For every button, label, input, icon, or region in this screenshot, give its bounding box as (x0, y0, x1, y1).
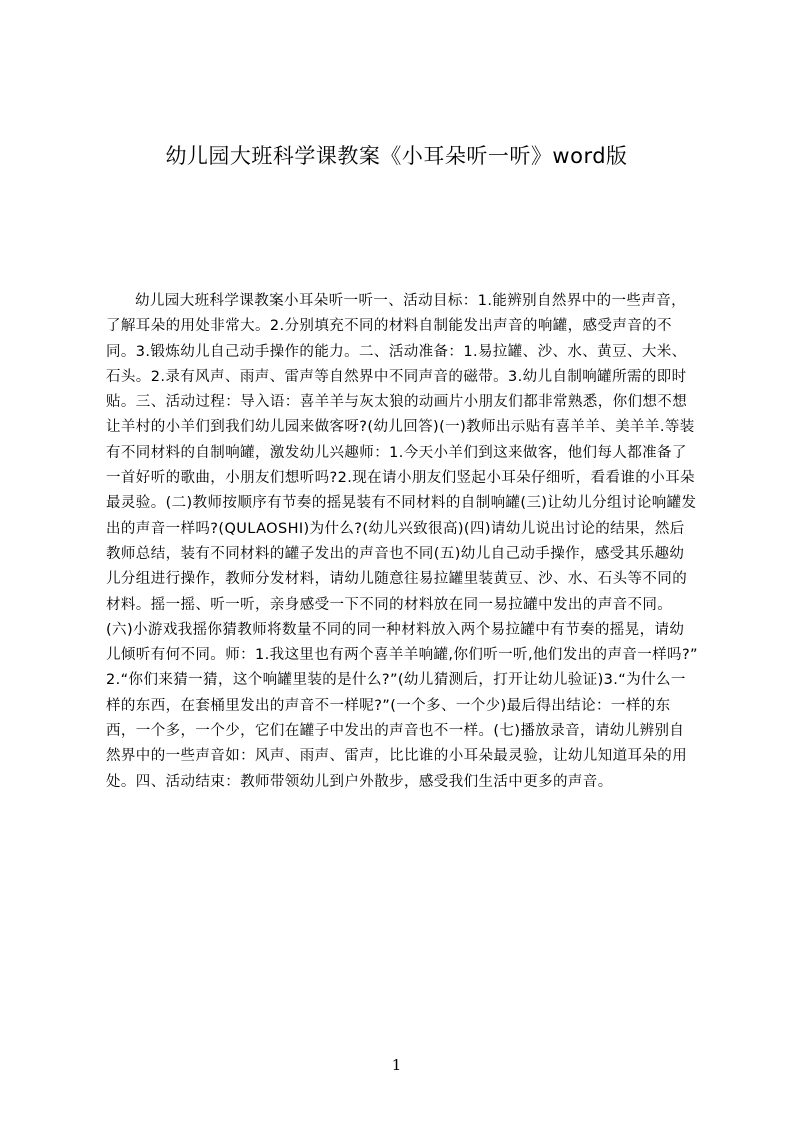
page-number: 1 (391, 1056, 402, 1074)
document-title: 幼儿园大班科学课教案《小耳朵听一听》word版 (165, 144, 628, 168)
body-paragraph: 幼儿园大班科学课教案小耳朵听一听一、活动目标：1.能辨别自然界中的一些声音，了解耳朵的用处非常大。2.分别填充不同的材料自制能发出声音的响罐，感受声音的不同。3.锻炼幼儿自己动手操作的能力。二、活动准备：1.易拉罐、沙、水、黄豆、大米、石头。2.录有风声、雨声、雷声等自然界中不同声音的磁带。3.幼儿自制响罐所需的即时贴。三、活动过程：导入语：喜羊羊与灰太狼的动画片小朋友们都非常熟悉，你们想不想让羊村的小羊们到我们幼儿园来做客呀?(幼儿回答)(一)教师出示贴有喜羊羊、美羊羊.等装有不同材料的自制响罐，激发幼儿兴趣师：1.今天小羊们到这来做客，他们每人都准备了一首好听的歌曲，小朋友们想听吗?2.现在请小朋友们竖起小耳朵仔细听，看看谁的小耳朵最灵验。(二)教师按顺序有节奏的摇晃装有不同材料的自制响罐(三)让幼儿分组讨论响罐发出的声音一样吗?(QULAOSHI)为什么?(幼儿兴致很高)(四)请幼儿说出讨论的结果，然后教师总结，装有不同材料的罐子发出的声音也不同(五)幼儿自己动手操作，感受其乐趣幼儿分组进行操作，教师分发材料，请幼儿随意往易拉罐里装黄豆、沙、水、石头等不同的材料。摇一摇、听一听，亲身感受一下不同的材料放在同一易拉罐中发出的声音不同。(六)小游戏我摇你猜教师将数量不同的同一种材料放入两个易拉罐中有节奏的摇晃，请幼儿倾听有何不同。师：1.我这里也有两个喜羊羊响罐,你们听一听,他们发出的声音一样吗?” 2.“你们来猜一猜，这个响罐里装的是什么?”(幼儿猜测后，打开让幼儿验证)3.“为什么一样的东西，在套桶里发出的声音不一样呢?”(一个多、一个少)最后得出结论：一样的东西，一个多，一个少，它们在罐子中发出的声音也不一样。(七)播放录音，请幼儿辨别自然界中的一些声音如：风声、雨声、雷声，比比谁的小耳朵最灵验，让幼儿知道耳朵的用处。四、活动结束：教师带领幼儿到户外散步，感受我们生活中更多的声音。 (106, 293, 698, 790)
document-body (106, 289, 698, 879)
